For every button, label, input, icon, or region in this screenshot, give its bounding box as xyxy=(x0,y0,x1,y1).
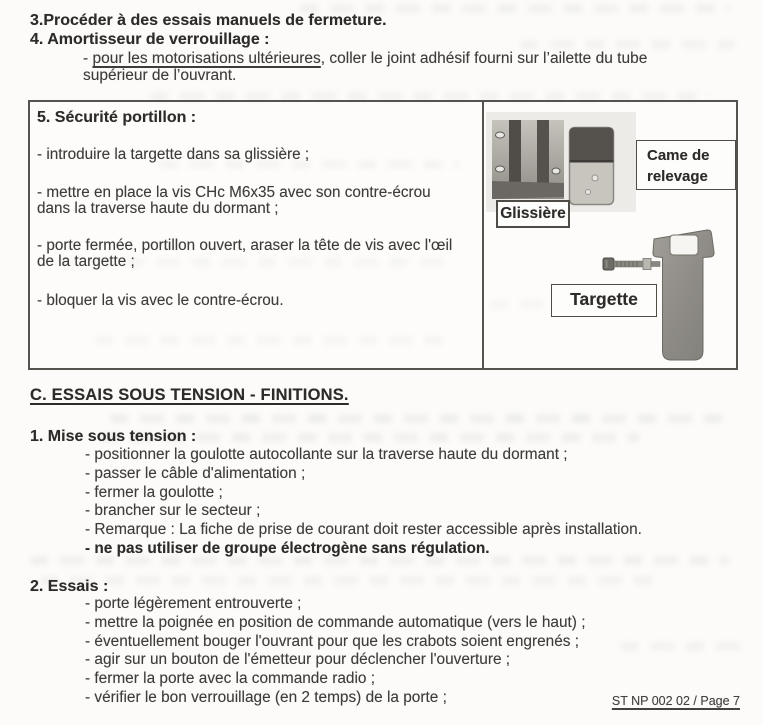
bullet-line: - porte fermée, portillon ouvert, araser la tête de vis avec l'œil xyxy=(37,236,453,254)
security-bullet xyxy=(37,238,482,271)
bullet-line: - bloquer la vis avec le contre-écrou. xyxy=(37,291,284,309)
essais-list xyxy=(85,595,585,708)
bullet-text-line2: supérieur de l’ouvrant. xyxy=(83,66,237,84)
intro-steps xyxy=(30,11,690,84)
security-box-title: 5. Sécurité portillon : xyxy=(37,109,197,126)
step-4-title: 4. Amortisseur de verrouillage : xyxy=(30,31,270,48)
targette-photo xyxy=(647,226,719,368)
essais-title: 2. Essais : xyxy=(30,578,109,595)
list-item: - fermer la goulotte ; xyxy=(85,483,223,501)
security-bullet xyxy=(37,293,482,310)
bullet-dash: - xyxy=(83,50,93,67)
came-de-relevage-label: Came de relevage xyxy=(636,140,736,190)
came-de-relevage-photo xyxy=(568,126,616,206)
bullet-line: de la targette ; xyxy=(37,253,135,270)
step-3-line: 3.Procéder à des essais manuels de fermeture. xyxy=(30,12,387,29)
section-c-heading: C. ESSAIS SOUS TENSION - FINITIONS. xyxy=(30,386,349,404)
list-item: - porte légèrement entrouverte ; xyxy=(85,595,302,612)
list-item: - agir sur un bouton de l'émetteur pour déclencher l'ouverture ; xyxy=(85,651,511,669)
list-item-bold: - ne pas utiliser de groupe électrogène sans régulation. xyxy=(85,539,490,557)
list-item: - passer le câble d'alimentation ; xyxy=(85,464,306,482)
security-box-text xyxy=(30,102,482,368)
list-item: - éventuellement bouger l'ouvrant pour que les crabots soient engrenés ; xyxy=(85,632,580,650)
security-portillon-box xyxy=(28,100,738,370)
mise-sous-tension-list xyxy=(85,446,642,559)
security-bullet xyxy=(37,147,482,164)
step-4-bullet xyxy=(30,51,675,84)
list-item: - vérifier le bon verrouillage (en 2 temps) de la porte ; xyxy=(85,688,447,706)
bleed-through-artifact xyxy=(110,414,730,423)
bleed-through-artifact xyxy=(40,576,660,585)
bullet-line: - mettre en place la vis CHc M6x35 avec son contre-écrou xyxy=(37,183,431,201)
list-item: - mettre la poignée en position de commande automatique (vers le haut) ; xyxy=(85,613,586,631)
list-item: - positionner la goulotte autocollante sur la traverse haute du dormant ; xyxy=(85,446,568,463)
bullet-line: - introduire la targette dans sa glissière ; xyxy=(37,146,310,163)
bullet-line: dans la traverse haute du dormant ; xyxy=(37,200,279,217)
security-bullet xyxy=(37,185,482,218)
mise-sous-tension-title: 1. Mise sous tension : xyxy=(30,428,197,445)
page-reference-footer: ST NP 002 02 / Page 7 xyxy=(611,694,740,708)
glissiere-photo xyxy=(490,117,566,203)
underlined-phrase: pour les motorisations ultérieures xyxy=(92,50,321,67)
targette-label: Targette xyxy=(551,284,657,317)
parts-photo-panel xyxy=(482,102,736,368)
bullet-text: , coller le joint adhésif fourni sur l’ailette du tube xyxy=(320,50,648,67)
list-item: - fermer la porte avec la commande radio ; xyxy=(85,670,375,688)
bleed-through-artifact xyxy=(620,642,750,651)
list-item: - brancher sur le secteur ; xyxy=(85,502,261,520)
glissiere-label: Glissière xyxy=(496,200,570,228)
list-item: - Remarque : La fiche de prise de courant doit rester accessible après installation. xyxy=(85,521,642,539)
